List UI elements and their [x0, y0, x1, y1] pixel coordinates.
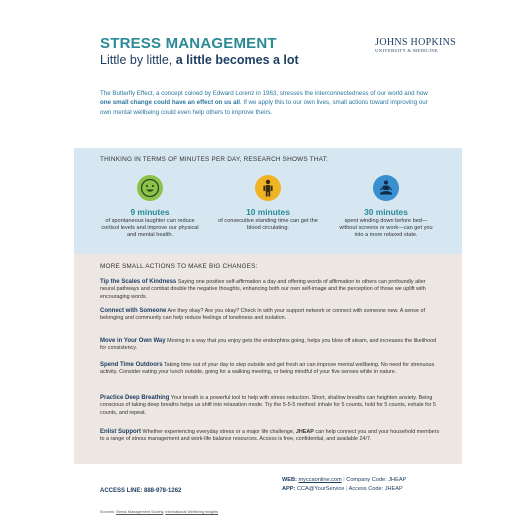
- intro-part1: The Butterfly Effect, a concept coined by Edward Lorenz in 1963, stresses the interconnectedness of our world and how: [100, 90, 428, 97]
- stat-laughter: [100, 174, 200, 240]
- action-title: Enlist Support: [100, 429, 141, 435]
- subtitle-plain: Little by little,: [100, 53, 176, 67]
- intro-part2: . If we apply this to our own lives, small actions toward improving our own mental wellbeing could even help others to improve theirs.: [100, 99, 428, 116]
- header: [100, 35, 456, 79]
- stat-description: of consecutive standing time can get the blood circulating.: [218, 218, 318, 232]
- logo-sub-text: UNIVERSITY & MEDICINE: [375, 48, 439, 53]
- action-title: Move in Your Own Way: [100, 338, 166, 344]
- action-text: Whether experiencing everyday stress or a major life challenge,: [141, 429, 296, 435]
- separator: |: [343, 477, 345, 483]
- sources-label: Sources:: [100, 510, 115, 514]
- source-link[interactable]: International Wellbeing Insights: [165, 510, 219, 514]
- actions-heading: MORE SMALL ACTIONS TO MAKE BIG CHANGES:: [100, 263, 258, 270]
- stat-standing: [218, 174, 318, 232]
- minutes-panel: [74, 148, 462, 254]
- action-item: [100, 338, 442, 353]
- sources-line: Sources: Stress Management Society, International Wellbeing Insights: [100, 510, 219, 514]
- stat-description: spent winding down before bed—without screens or work—can get you into a more relaxed state.: [339, 218, 433, 239]
- logo-main-text: JOHNS HOPKINS: [375, 37, 456, 48]
- action-text: Taking time out of your day to step outside and get fresh air can improve mental wellbeing. No need for strenuous activity. Consider eating your lunch outside, going for a walking meeting, or being mindful of your five senses while in nature.: [100, 362, 435, 376]
- smiley-face-icon: [136, 174, 164, 202]
- web-link[interactable]: myccaonline.com: [298, 477, 342, 483]
- subtitle-bold: a little becomes a lot: [175, 53, 299, 67]
- action-item: [100, 429, 442, 444]
- stat-wind-down: [336, 174, 436, 240]
- action-item: [100, 279, 442, 301]
- action-title: Connect with Someone: [100, 308, 167, 314]
- page-title: STRESS MANAGEMENT: [100, 35, 277, 52]
- action-text: can help connect you and your household members to a range of stress management and work-life balance resources. Access is free, confidential, and available 24/7.: [100, 429, 440, 443]
- action-item: [100, 308, 442, 323]
- web-line: [282, 476, 406, 485]
- stat-value: 9 minutes: [130, 207, 170, 217]
- action-text: Your breath is a powerful tool to help with stress reduction. Short, shallow breaths can heighten anxiety. Being conscious of taking deep breaths helps us shift into relaxation mode. Try the 5-5-5 method: inhale for 5 counts, hold for 5 counts, exhale for 5 counts, and repeat.: [100, 395, 436, 416]
- stat-value: 30 minutes: [364, 207, 408, 217]
- web-label: WEB:: [282, 477, 297, 483]
- action-text: Saying one positive self-affirmation a day and offering words of affirmation to others can profoundly alter neural pathways and combat double the negative thoughts, enhancing both our own self-image and the perception of those we uplift with encouraging words.: [100, 279, 426, 300]
- johns-hopkins-logo: [375, 37, 456, 53]
- stat-value: 10 minutes: [246, 207, 290, 217]
- action-bold: JHEAP: [295, 429, 314, 435]
- access-code: Access Code: JHEAP: [348, 486, 403, 492]
- actions-panel: [74, 254, 462, 464]
- standing-person-icon: [254, 174, 282, 202]
- company-code: Company Code: JHEAP: [346, 477, 407, 483]
- contact-info: [282, 476, 406, 494]
- intro-paragraph: [100, 89, 440, 117]
- source-link[interactable]: Stress Management Society: [116, 510, 164, 514]
- app-value: CCA@YourService: [296, 486, 345, 492]
- stat-description: of spontaneous laughter can reduce cortisol levels and improve our physical and mental health.: [101, 218, 199, 239]
- minutes-heading: THINKING IN TERMS OF MINUTES PER DAY, RESEARCH SHOWS THAT:: [100, 156, 328, 163]
- separator: |: [345, 486, 348, 492]
- action-text: Are they okay? Are you okay? Check in with your support network or connect with someone new. A sense of belonging and community can help reduce feelings of loneliness and isolation.: [100, 308, 425, 322]
- intro-bold: one small change could have an effect on us all: [100, 99, 240, 107]
- app-line: [282, 485, 406, 494]
- app-label: APP:: [282, 486, 296, 492]
- action-item: [100, 362, 442, 377]
- flyer-page: [74, 27, 462, 514]
- page-subtitle: [100, 53, 299, 67]
- action-title: Spend Time Outdoors: [100, 362, 163, 368]
- access-line: ACCESS LINE: 888-978-1262: [100, 488, 182, 494]
- meditation-icon: [372, 174, 400, 202]
- action-title: Tip the Scales of Kindness: [100, 279, 177, 285]
- action-text: Moving in a way that you enjoy gets the endorphins going, helps you blow off steam, and increases the likelihood for consistency.: [100, 338, 437, 352]
- action-item: [100, 395, 442, 417]
- action-title: Practice Deep Breathing: [100, 395, 170, 401]
